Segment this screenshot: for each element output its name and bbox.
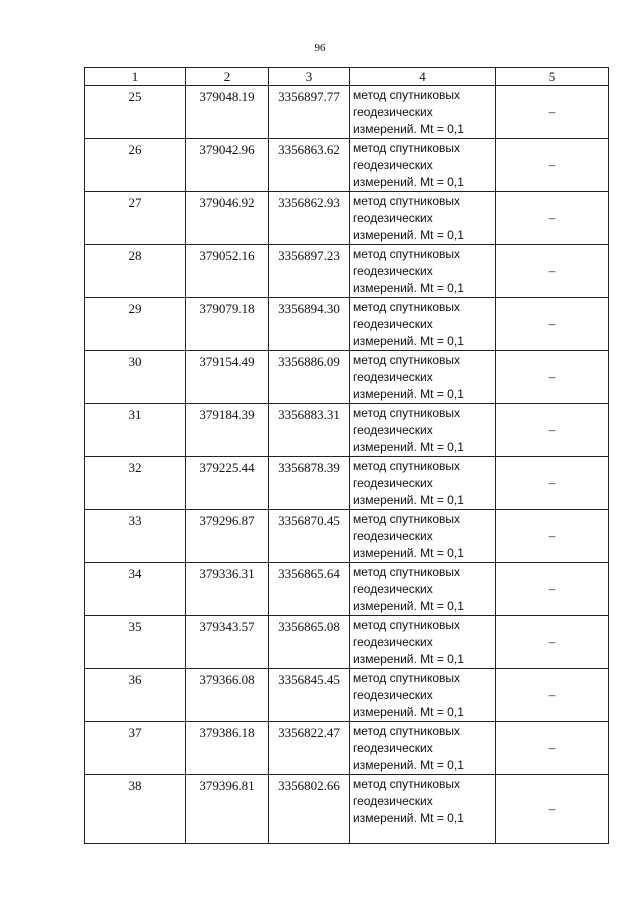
- measurement-method: [350, 775, 496, 844]
- method-line: метод спутниковых: [353, 512, 461, 526]
- method-line: метод спутниковых: [353, 777, 461, 791]
- method-line: метод спутниковых: [353, 194, 461, 208]
- point-number: 34: [85, 563, 186, 616]
- method-line: измерений. Mt = 0,1: [353, 122, 464, 136]
- coordinate-x: 379154.49: [186, 351, 269, 404]
- coordinate-x: 379343.57: [186, 616, 269, 669]
- coordinate-x: 379225.44: [186, 457, 269, 510]
- method-line: геодезических: [353, 423, 433, 437]
- point-number: 35: [85, 616, 186, 669]
- measurement-method: [350, 139, 496, 192]
- method-line: геодезических: [353, 476, 433, 490]
- header-col-2: 2: [186, 68, 269, 86]
- table-header: [85, 68, 609, 86]
- note-cell: [496, 563, 609, 616]
- method-line: измерений. Mt = 0,1: [353, 705, 464, 719]
- dash-mark: –: [548, 740, 556, 755]
- note-cell: [496, 510, 609, 563]
- point-number: 33: [85, 510, 186, 563]
- coordinate-x: 379386.18: [186, 722, 269, 775]
- method-line: метод спутниковых: [353, 618, 461, 632]
- method-line: геодезических: [353, 529, 433, 543]
- method-line: геодезических: [353, 317, 433, 331]
- method-line: метод спутниковых: [353, 141, 461, 155]
- dash-mark: –: [548, 801, 556, 816]
- dash-mark: –: [548, 634, 556, 649]
- note-cell: [496, 775, 609, 844]
- point-number: 26: [85, 139, 186, 192]
- dash-mark: –: [548, 687, 556, 702]
- method-line: метод спутниковых: [353, 88, 461, 102]
- coordinate-y: 3356897.77: [269, 86, 350, 139]
- note-cell: [496, 192, 609, 245]
- method-line: метод спутниковых: [353, 459, 461, 473]
- coordinate-x: 379046.92: [186, 192, 269, 245]
- measurement-method: [350, 722, 496, 775]
- note-cell: [496, 351, 609, 404]
- point-number: 30: [85, 351, 186, 404]
- note-cell: [496, 86, 609, 139]
- method-line: геодезических: [353, 370, 433, 384]
- coordinate-y: 3356822.47: [269, 722, 350, 775]
- dash-mark: –: [548, 422, 556, 437]
- dash-mark: –: [548, 369, 556, 384]
- method-line: геодезических: [353, 158, 433, 172]
- table-row: [85, 351, 609, 404]
- coordinate-y: 3356802.66: [269, 775, 350, 844]
- coordinate-y: 3356865.64: [269, 563, 350, 616]
- note-cell: [496, 245, 609, 298]
- method-line: геодезических: [353, 794, 433, 808]
- measurement-method: [350, 192, 496, 245]
- point-number: 29: [85, 298, 186, 351]
- dash-mark: –: [548, 528, 556, 543]
- coordinate-y: 3356897.23: [269, 245, 350, 298]
- coordinate-y: 3356845.45: [269, 669, 350, 722]
- page-number: 96: [314, 42, 326, 54]
- method-line: метод спутниковых: [353, 671, 461, 685]
- table-row: [85, 245, 609, 298]
- point-number: 36: [85, 669, 186, 722]
- method-line: метод спутниковых: [353, 247, 461, 261]
- method-line: метод спутниковых: [353, 406, 461, 420]
- measurement-method: [350, 510, 496, 563]
- note-cell: [496, 139, 609, 192]
- method-line: геодезических: [353, 741, 433, 755]
- method-line: измерений. Mt = 0,1: [353, 599, 464, 613]
- measurement-method: [350, 86, 496, 139]
- coordinate-y: 3356862.93: [269, 192, 350, 245]
- method-line: геодезических: [353, 688, 433, 702]
- method-line: измерений. Mt = 0,1: [353, 334, 464, 348]
- dash-mark: –: [548, 316, 556, 331]
- table-row: [85, 563, 609, 616]
- table-row: [85, 86, 609, 139]
- method-line: метод спутниковых: [353, 353, 461, 367]
- coordinate-y: 3356865.08: [269, 616, 350, 669]
- method-line: измерений. Mt = 0,1: [353, 281, 464, 295]
- table-row: [85, 192, 609, 245]
- coordinate-x: 379366.08: [186, 669, 269, 722]
- method-line: измерений. Mt = 0,1: [353, 811, 464, 825]
- method-line: измерений. Mt = 0,1: [353, 228, 464, 242]
- table-body: [85, 86, 609, 844]
- table-row: [85, 457, 609, 510]
- point-number: 28: [85, 245, 186, 298]
- measurement-method: [350, 669, 496, 722]
- method-line: геодезических: [353, 582, 433, 596]
- coordinate-y: 3356878.39: [269, 457, 350, 510]
- note-cell: [496, 669, 609, 722]
- method-line: метод спутниковых: [353, 565, 461, 579]
- coordinate-x: 379079.18: [186, 298, 269, 351]
- method-line: измерений. Mt = 0,1: [353, 175, 464, 189]
- coordinate-x: 379048.19: [186, 86, 269, 139]
- dash-mark: –: [548, 263, 556, 278]
- header-col-3: 3: [269, 68, 350, 86]
- method-line: измерений. Mt = 0,1: [353, 652, 464, 666]
- header-col-5: 5: [496, 68, 609, 86]
- method-line: геодезических: [353, 105, 433, 119]
- measurement-method: [350, 457, 496, 510]
- table-row: [85, 298, 609, 351]
- measurement-method: [350, 245, 496, 298]
- note-cell: [496, 298, 609, 351]
- method-line: измерений. Mt = 0,1: [353, 546, 464, 560]
- point-number: 27: [85, 192, 186, 245]
- coordinate-x: 379184.39: [186, 404, 269, 457]
- coordinate-x: 379336.31: [186, 563, 269, 616]
- method-line: измерений. Mt = 0,1: [353, 493, 464, 507]
- method-line: измерений. Mt = 0,1: [353, 758, 464, 772]
- measurement-method: [350, 616, 496, 669]
- coordinate-y: 3356870.45: [269, 510, 350, 563]
- dash-mark: –: [548, 475, 556, 490]
- dash-mark: –: [548, 157, 556, 172]
- coordinate-y: 3356894.30: [269, 298, 350, 351]
- measurement-method: [350, 404, 496, 457]
- coordinate-y: 3356886.09: [269, 351, 350, 404]
- coordinate-x: 379396.81: [186, 775, 269, 844]
- table-row: [85, 404, 609, 457]
- table-row: [85, 510, 609, 563]
- coordinates-table: [84, 67, 609, 844]
- note-cell: [496, 722, 609, 775]
- point-number: 32: [85, 457, 186, 510]
- coordinate-x: 379042.96: [186, 139, 269, 192]
- header-col-1: 1: [85, 68, 186, 86]
- measurement-method: [350, 351, 496, 404]
- note-cell: [496, 457, 609, 510]
- measurement-method: [350, 563, 496, 616]
- measurement-method: [350, 298, 496, 351]
- method-line: измерений. Mt = 0,1: [353, 387, 464, 401]
- table-row: [85, 669, 609, 722]
- table-row: [85, 139, 609, 192]
- method-line: метод спутниковых: [353, 300, 461, 314]
- method-line: геодезических: [353, 211, 433, 225]
- note-cell: [496, 404, 609, 457]
- point-number: 38: [85, 775, 186, 844]
- dash-mark: –: [548, 581, 556, 596]
- coordinate-y: 3356863.62: [269, 139, 350, 192]
- note-cell: [496, 616, 609, 669]
- dash-mark: –: [548, 210, 556, 225]
- table-row: [85, 616, 609, 669]
- point-number: 37: [85, 722, 186, 775]
- method-line: метод спутниковых: [353, 724, 461, 738]
- dash-mark: –: [548, 104, 556, 119]
- coordinate-x: 379296.87: [186, 510, 269, 563]
- method-line: измерений. Mt = 0,1: [353, 440, 464, 454]
- coordinate-y: 3356883.31: [269, 404, 350, 457]
- method-line: геодезических: [353, 635, 433, 649]
- point-number: 25: [85, 86, 186, 139]
- point-number: 31: [85, 404, 186, 457]
- method-line: геодезических: [353, 264, 433, 278]
- table-row: [85, 722, 609, 775]
- coordinate-x: 379052.16: [186, 245, 269, 298]
- header-row: [85, 68, 609, 86]
- table-row: [85, 775, 609, 844]
- header-col-4: 4: [350, 68, 496, 86]
